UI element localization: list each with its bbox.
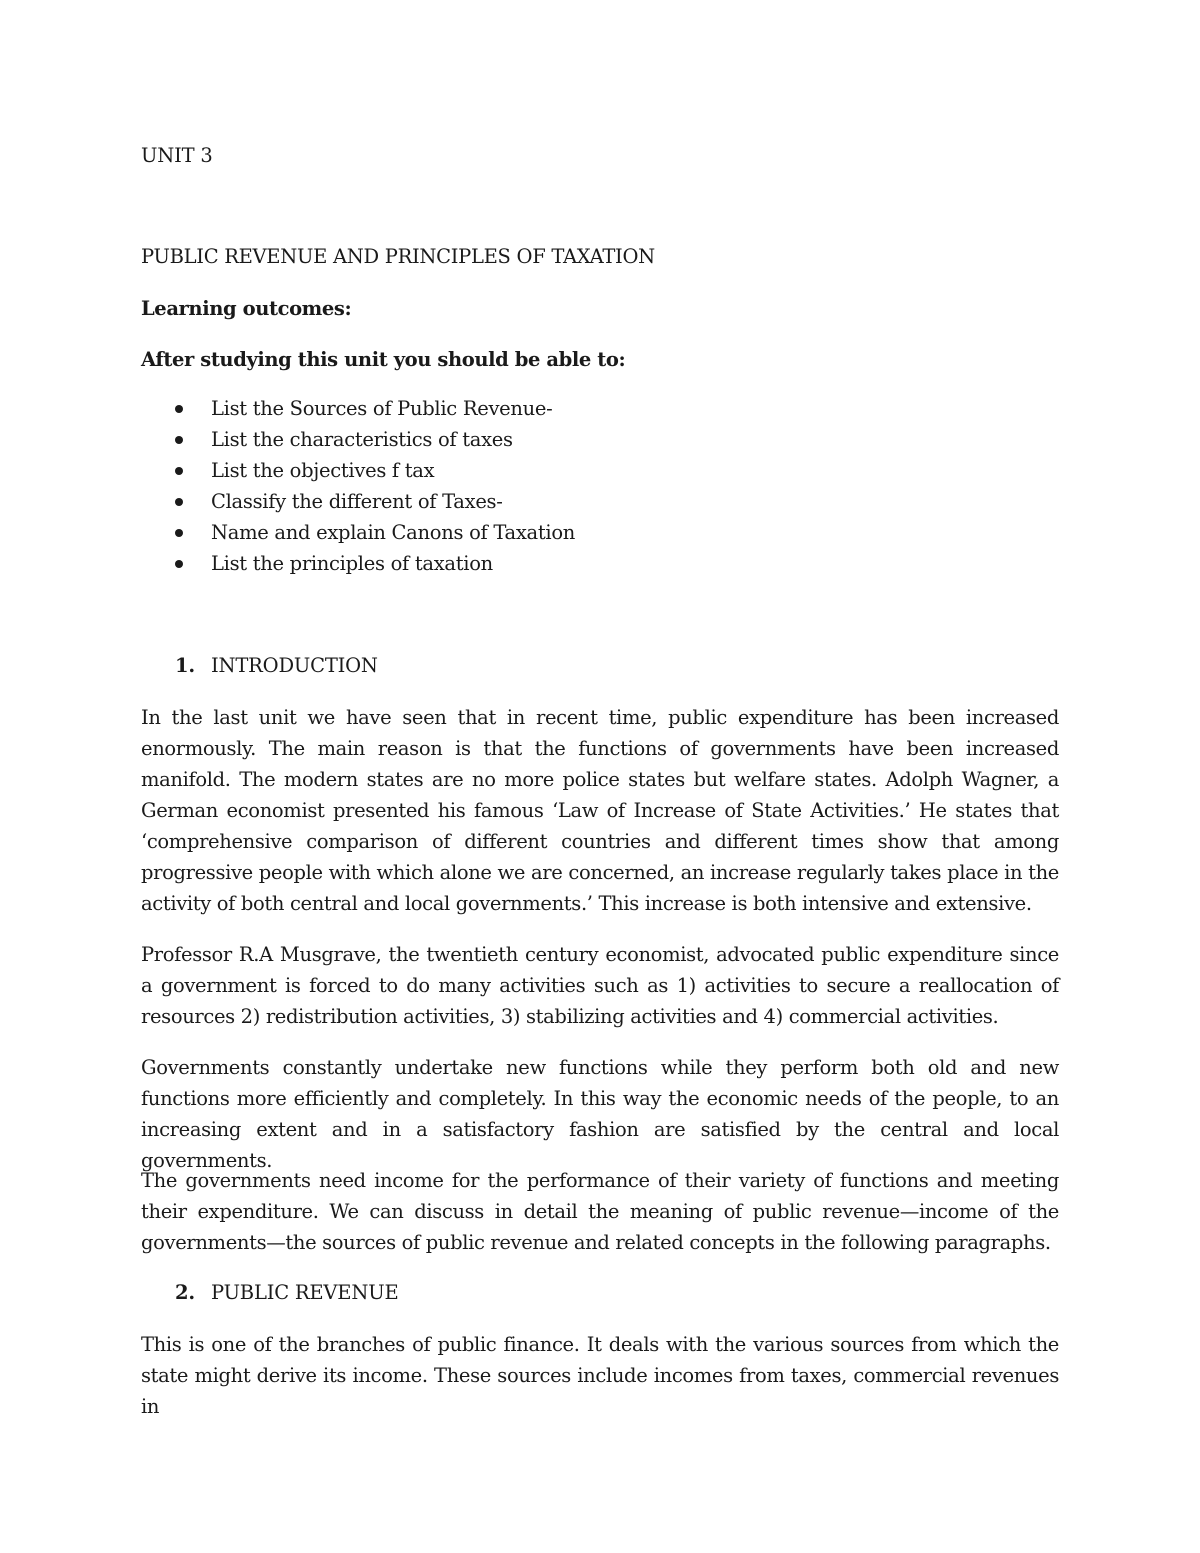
list-item-text: Classify the different of Taxes- — [211, 490, 503, 513]
paragraph: Professor R.A Musgrave, the twentieth century economist, advocated public expenditure since a government is forced to do many activities such as 1) activities to secure a reallocation of resources 2) redistribution activities, 3) stabilizing activities and 4) commercial activities. — [141, 943, 1059, 1028]
list-item — [141, 455, 575, 486]
list-item-text: List the characteristics of taxes — [211, 428, 513, 451]
list-item-text: Name and explain Canons of Taxation — [211, 521, 576, 544]
learning-outcomes-list — [141, 393, 575, 579]
paragraph: This is one of the branches of public finance. It deals with the various sources from which the state might derive its income. These sources include incomes from taxes, commercial revenues in — [141, 1333, 1059, 1418]
paragraph: Governments constantly undertake new functions while they perform both old and new functions more efficiently and completely. In this way the economic needs of the people, to an increasing extent and in a satisfactory fashion are satisfied by the central and local governments. — [141, 1056, 1059, 1172]
bullet-icon — [175, 529, 183, 537]
list-item — [141, 486, 575, 517]
section-number: 1. — [175, 654, 195, 677]
document-page — [141, 0, 1059, 1553]
paragraph: In the last unit we have seen that in recent time, public expenditure has been increased enormously. The main reason is that the functions of governments have been increased manifold. The modern states are no more police states but welfare states. Adolph Wagner, a German economist presented his famous ‘Law of Increase of State Activities.’ He states that ‘comprehensive comparison of different countries and different times show that among progressive people with which alone we are concerned, an increase regularly takes place in the activity of both central and local governments.’ This increase is both intensive and extensive. — [141, 706, 1059, 915]
unit-label: UNIT 3 — [141, 144, 213, 167]
section-title: PUBLIC REVENUE — [211, 1281, 399, 1304]
list-item — [141, 393, 575, 424]
list-item-text: List the Sources of Public Revenue- — [211, 397, 553, 420]
paragraph: The governments need income for the performance of their variety of functions and meeting their expenditure. We can discuss in detail the meaning of public revenue—income of the governments—the sources of public revenue and related concepts in the following paragraphs. — [141, 1169, 1059, 1254]
learning-outcomes-heading: Learning outcomes: — [141, 297, 352, 320]
bullet-icon — [175, 436, 183, 444]
section-title: INTRODUCTION — [211, 654, 378, 677]
section-heading-public-revenue — [141, 1281, 398, 1304]
bullet-icon — [175, 498, 183, 506]
page-title: PUBLIC REVENUE AND PRINCIPLES OF TAXATION — [141, 245, 655, 268]
section-heading-introduction — [141, 654, 378, 677]
list-item — [141, 517, 575, 548]
bullet-icon — [175, 467, 183, 475]
bullet-icon — [175, 560, 183, 568]
list-item — [141, 548, 575, 579]
list-item — [141, 424, 575, 455]
list-item-text: List the principles of taxation — [211, 552, 493, 575]
section-number: 2. — [175, 1281, 195, 1304]
list-item-text: List the objectives f tax — [211, 459, 435, 482]
bullet-icon — [175, 405, 183, 413]
learning-outcomes-intro: After studying this unit you should be able to: — [141, 348, 626, 371]
